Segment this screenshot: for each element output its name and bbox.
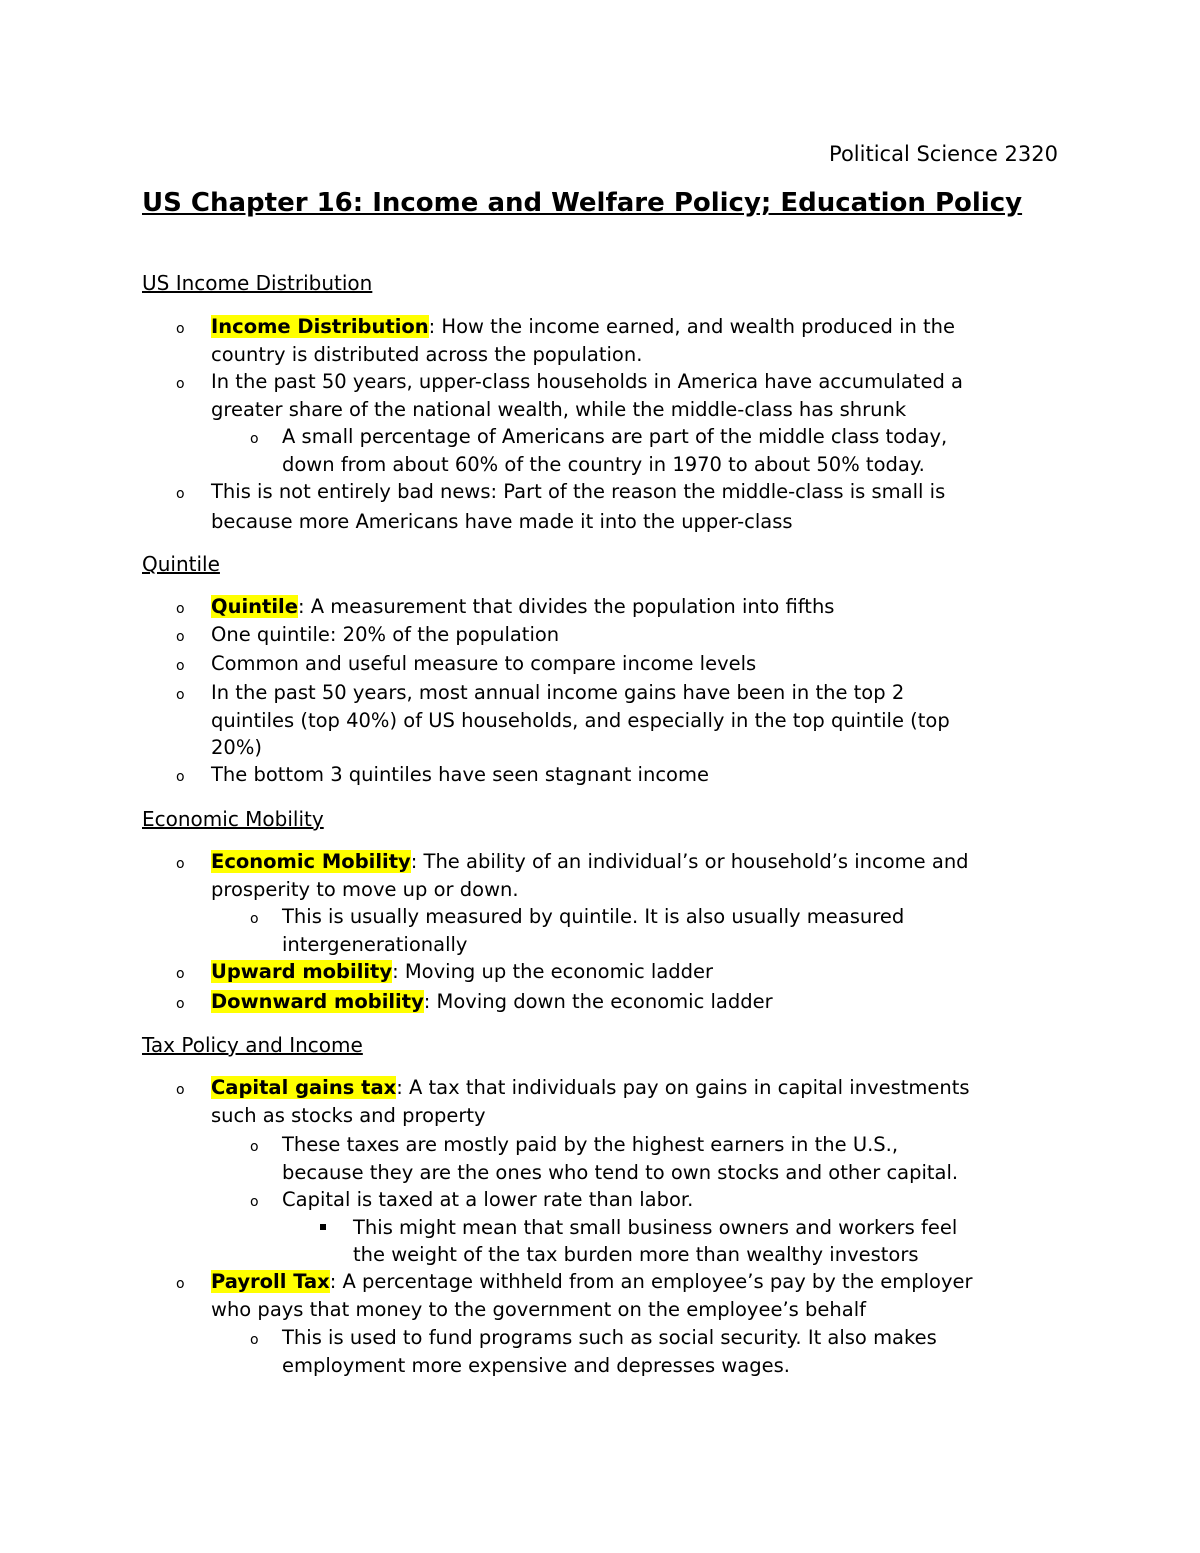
term-highlight: Downward mobility [211,990,424,1013]
bullet-icon: o [176,996,185,1012]
list-item: Economic Mobility: The ability of an individual’s or household’s income and [211,850,969,873]
list-item: The bottom 3 quintiles have seen stagnant income [211,763,709,786]
section-heading-economic-mobility: Economic Mobility [142,807,324,831]
bullet-icon: o [176,966,185,982]
list-item: In the past 50 years, most annual income gains have been in the top 2 [211,681,905,704]
term-highlight: Quintile [211,595,298,618]
list-item: Capital gains tax: A tax that individuals pay on gains in capital investments [211,1076,970,1099]
square-bullet-icon [320,1224,326,1230]
list-item: A small percentage of Americans are part of the middle class today, [282,425,948,448]
bullet-icon: o [176,1082,185,1098]
section-heading-income-distribution: US Income Distribution [142,271,373,295]
list-item: Quintile: A measurement that divides the population into fifths [211,595,835,618]
list-item-cont: because they are the ones who tend to own stocks and other capital. [282,1161,959,1184]
list-item: One quintile: 20% of the population [211,623,560,646]
list-item: In the past 50 years, upper-class households in America have accumulated a [211,370,963,393]
list-item: Downward mobility: Moving down the economic ladder [211,990,773,1013]
list-item-cont: 20%) [211,736,262,759]
list-item-cont: country is distributed across the population. [211,343,643,366]
list-item: Income Distribution: How the income earned, and wealth produced in the [211,315,956,338]
bullet-icon: o [176,486,185,502]
bullet-icon: o [176,1276,185,1292]
list-item-cont: prosperity to move up or down. [211,878,519,901]
list-item-cont: because more Americans have made it into the upper-class [211,510,793,533]
bullet-icon: o [250,911,259,927]
list-item: Payroll Tax: A percentage withheld from an employee’s pay by the employer [211,1270,973,1293]
bullet-icon: o [176,687,185,703]
term-highlight: Income Distribution [211,315,429,338]
bullet-icon: o [250,431,259,447]
list-item: These taxes are mostly paid by the highest earners in the U.S., [282,1133,899,1156]
list-item-cont: quintiles (top 40%) of US households, and especially in the top quintile (top [211,709,950,732]
list-item-cont: intergenerationally [282,933,468,956]
section-heading-quintile: Quintile [142,552,220,576]
term-highlight: Economic Mobility [211,850,411,873]
term-highlight: Payroll Tax [211,1270,330,1293]
list-item: This is usually measured by quintile. It is also usually measured [282,905,905,928]
list-item-cont: who pays that money to the government on the employee’s behalf [211,1298,866,1321]
list-item: Upward mobility: Moving up the economic ladder [211,960,714,983]
bullet-icon: o [250,1139,259,1155]
term-highlight: Upward mobility [211,960,393,983]
section-heading-tax-policy: Tax Policy and Income [142,1033,363,1057]
list-item-cont: greater share of the national wealth, while the middle-class has shrunk [211,398,907,421]
bullet-icon: o [250,1332,259,1348]
list-item: This is not entirely bad news: Part of the reason the middle-class is small is [211,480,946,503]
list-item: This is used to fund programs such as social security. It also makes [282,1326,937,1349]
page-title: US Chapter 16: Income and Welfare Policy; Education Policy [142,188,1023,218]
list-item-cont: the weight of the tax burden more than wealthy investors [353,1243,919,1266]
list-item: Common and useful measure to compare income levels [211,652,757,675]
bullet-icon: o [176,321,185,337]
bullet-icon: o [250,1194,259,1210]
bullet-icon: o [176,601,185,617]
term-highlight: Capital gains tax [211,1076,397,1099]
list-item: Capital is taxed at a lower rate than labor. [282,1188,694,1211]
bullet-icon: o [176,769,185,785]
course-header: Political Science 2320 [829,142,1058,166]
list-item-cont: employment more expensive and depresses wages. [282,1354,790,1377]
bullet-icon: o [176,856,185,872]
bullet-icon: o [176,376,185,392]
bullet-icon: o [176,658,185,674]
list-item-cont: such as stocks and property [211,1104,486,1127]
bullet-icon: o [176,629,185,645]
list-item-cont: down from about 60% of the country in 1970 to about 50% today. [282,453,925,476]
list-item: This might mean that small business owners and workers feel [353,1216,958,1239]
